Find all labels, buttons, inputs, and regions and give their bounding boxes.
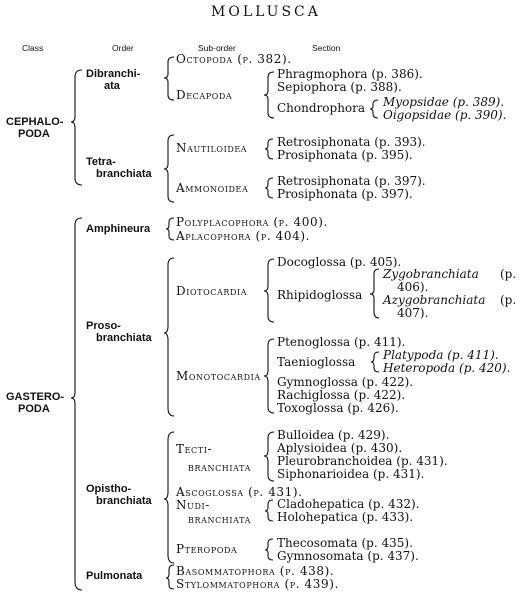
section-prosiphonata-nautiloidea: Prosiphonata (p. 395). [277, 148, 413, 162]
suborder-nudibranchiata-line1: Nudi- [176, 498, 210, 512]
order-dibranchiata-line2: ata [104, 80, 120, 92]
header-suborder: Sub-order [198, 43, 236, 53]
suborder-polyplacophora: Polyplacophora (p. 400). [176, 215, 328, 229]
suborder-tectibranchiata-line1: Tecti- [176, 442, 213, 456]
suborder-tectibranchiata-line2: branchiata [188, 460, 251, 474]
section-holohepatica: Holohepatica (p. 433). [277, 510, 414, 524]
section-zygobranchiata-page-open: (p. [500, 267, 517, 281]
section-retrosiphonata-ammonoidea: Retrosiphonata (p. 397). [277, 174, 426, 188]
section-retrosiphonata-nautiloidea: Retrosiphonata (p. 393). [277, 135, 426, 149]
section-oigopsidae: Oigopsidae (p. 390). [383, 108, 507, 122]
section-platypoda: Platypoda (p. 411). [383, 348, 499, 362]
suborder-nudibranchiata-line2: branchiata [188, 512, 251, 526]
suborder-pteropoda: Pteropoda [176, 542, 238, 556]
section-toxoglossa: Toxoglossa (p. 426). [277, 401, 399, 415]
order-tetrabranchiata-line2: branchiata [96, 168, 152, 180]
order-tetrabranchiata-line1: Tetra- [86, 156, 116, 168]
section-chondrophora: Chondrophora [277, 101, 366, 115]
header-order: Order [112, 43, 134, 53]
section-gymnosomata: Gymnosomata (p. 437). [277, 549, 419, 563]
suborder-octopoda: Octopoda (p. 382). [176, 52, 292, 66]
section-thecosomata: Thecosomata (p. 435). [277, 536, 413, 550]
section-bulloidea: Bulloidea (p. 429). [277, 428, 390, 442]
section-azygobranchiata-page-open: (p. [500, 293, 517, 307]
section-myopsidae: Myopsidae (p. 389). [383, 95, 505, 109]
suborder-nautiloidea: Nautiloidea [176, 141, 248, 155]
order-prosobranchiata-line2: branchiata [96, 332, 152, 344]
suborder-basommatophora: Basommatophora (p. 438). [176, 564, 335, 578]
section-rhipidoglossa: Rhipidoglossa [277, 288, 363, 302]
class-cephalopoda-line2: PODA [18, 128, 50, 140]
section-gymnoglossa: Gymnoglossa (p. 422). [277, 375, 414, 389]
section-prosiphonata-ammonoidea: Prosiphonata (p. 397). [277, 187, 413, 201]
section-taenioglossa: Taenioglossa [277, 355, 356, 369]
section-zygobranchiata: Zygobranchiata [383, 267, 479, 281]
page-title: MOLLUSCA [211, 4, 321, 20]
order-pulmonata: Pulmonata [86, 570, 143, 582]
section-azygobranchiata: Azygobranchiata [383, 293, 486, 307]
section-pleurobranchoidea: Pleurobranchoidea (p. 431). [277, 454, 448, 468]
suborder-ammonoidea: Ammonoidea [176, 181, 249, 195]
section-zygobranchiata-page: 406). [397, 280, 429, 294]
section-docoglossa: Docoglossa (p. 405). [277, 255, 402, 269]
section-aplysioidea: Aplysioidea (p. 430). [277, 441, 403, 455]
order-amphineura: Amphineura [86, 223, 151, 235]
order-prosobranchiata-line1: Proso- [86, 320, 121, 332]
class-gastropoda-line1: GASTERO- [6, 391, 65, 403]
order-opisthobranchiata-line1: Opistho- [86, 483, 132, 495]
section-ptenoglossa: Ptenoglossa (p. 411). [277, 335, 406, 349]
suborder-stylommatophora: Stylommatophora (p. 439). [176, 577, 339, 591]
suborder-aplacophora: Aplacophora (p. 404). [176, 229, 311, 243]
suborder-ascoglossa: Ascoglossa (p. 431). [176, 485, 303, 499]
header-class: Class [22, 43, 44, 53]
suborder-monotocardia: Monotocardia [176, 369, 261, 383]
class-cephalopoda-line1: CEPHALO- [6, 116, 64, 128]
order-dibranchiata-line1: Dibranchi- [86, 68, 141, 80]
section-rachiglossa: Rachiglossa (p. 422). [277, 388, 406, 402]
section-cladohepatica: Cladohepatica (p. 432). [277, 497, 420, 511]
section-heteropoda: Heteropoda (p. 420). [383, 361, 511, 375]
header-section: Section [312, 43, 341, 53]
section-phragmophora: Phragmophora (p. 386). [277, 67, 423, 81]
section-sepiophora: Sepiophora (p. 388). [277, 80, 402, 94]
suborder-diotocardia: Diotocardia [176, 284, 248, 298]
class-gastropoda-line2: PODA [18, 403, 50, 415]
suborder-decapoda: Decapoda [176, 88, 233, 102]
section-siphonarioidea: Siphonarioidea (p. 431). [277, 467, 425, 481]
section-azygobranchiata-page: 407). [397, 306, 429, 320]
order-opisthobranchiata-line2: branchiata [96, 495, 152, 507]
